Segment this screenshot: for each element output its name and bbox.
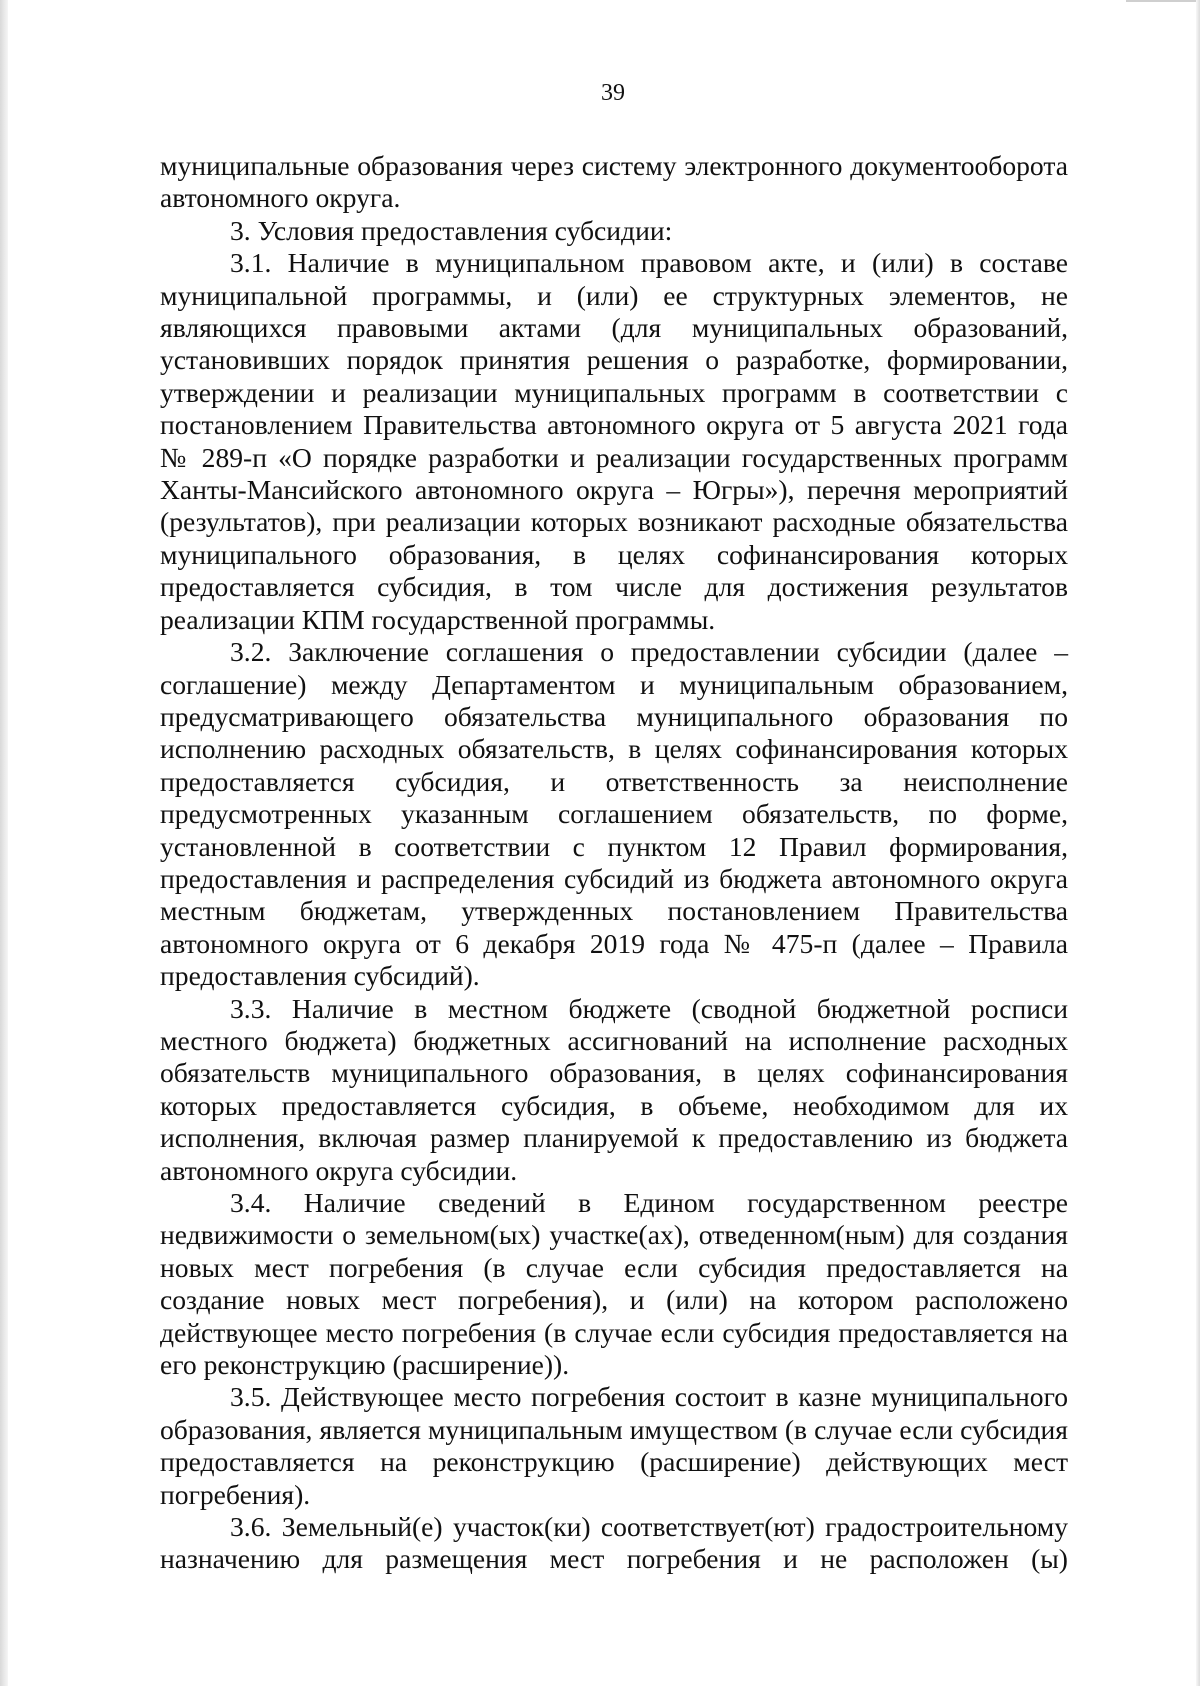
paragraph-3-1: 3.1. Наличие в муниципальном правовом акте, и (или) в составе муниципальной программы, и (или) ее структурных элементов, не являющихся правовыми актами (для муниципальных образований, установивших порядок принятия решения о разработке, формировании, утверждении и реализации муниципальных программ в соответствии с постановлением Правительства автономного округа от 5 августа 2021 года № 289-п «О порядке разработки и реализации государственных программ Ханты-Мансийского автономного округа – Югры»), перечня мероприятий (результатов), при реализации которых возникают расходные обязательства муниципального образования, в целях софинансирования которых предоставляется субсидия, в том числе для достижения результатов реализации КПМ государственной программы. bbox=[160, 247, 1068, 635]
scan-edge-right bbox=[1196, 0, 1200, 1686]
page-number: 39 bbox=[601, 80, 625, 106]
paragraph-3-4: 3.4. Наличие сведений в Едином государственном реестре недвижимости о земельном(ых) участке(ах), отведенном(ным) для создания новых мест погребения (в случае если субсидия предоставляется на создание новых мест погребения), и (или) на котором расположено действующее место погребения (в случае если субсидия предоставляется на его реконструкцию (расширение)). bbox=[160, 1187, 1068, 1381]
paragraph-3-2: 3.2. Заключение соглашения о предоставлении субсидии (далее – соглашение) между Департаментом и муниципальным образованием, предусматривающего обязательства муниципального образования по исполнению расходных обязательств, в целях софинансирования которых предоставляется субсидия, и ответственность за неисполнение предусмотренных указанным соглашением обязательств, по форме, установленной в соответствии с пунктом 12 Правил формирования, предоставления и распределения субсидий из бюджета автономного округа местным бюджетам, утвержденных постановлением Правительства автономного округа от 6 декабря 2019 года № 475-п (далее – Правила предоставления субсидий). bbox=[160, 636, 1068, 992]
scan-edge-left bbox=[0, 0, 8, 1686]
document-text bbox=[160, 150, 1068, 1576]
paragraph-3-5: 3.5. Действующее место погребения состоит в казне муниципального образования, является муниципальным имуществом (в случае если субсидия предоставляется на реконструкцию (расширение) действующих мест погребения). bbox=[160, 1381, 1068, 1510]
paragraph-3-6: 3.6. Земельный(е) участок(ки) соответствует(ют) градостроительному назначению для размещения мест погребения и не расположен (ы) bbox=[160, 1511, 1068, 1575]
paragraph-section-3-heading: 3. Условия предоставления субсидии: bbox=[230, 214, 673, 246]
paragraph-continuation: муниципальные образования через систему электронного документооборота автономного округа. bbox=[160, 150, 1068, 214]
paragraph-3-3: 3.3. Наличие в местном бюджете (сводной бюджетной росписи местного бюджета) бюджетных ассигнований на исполнение расходных обязательств муниципального образования, в целях софинансирования которых предоставляется субсидия, в объеме, необходимом для их исполнения, включая размер планируемой к предоставлению из бюджета автономного округа субсидии. bbox=[160, 992, 1068, 1186]
scan-corner-line bbox=[1126, 0, 1196, 2]
